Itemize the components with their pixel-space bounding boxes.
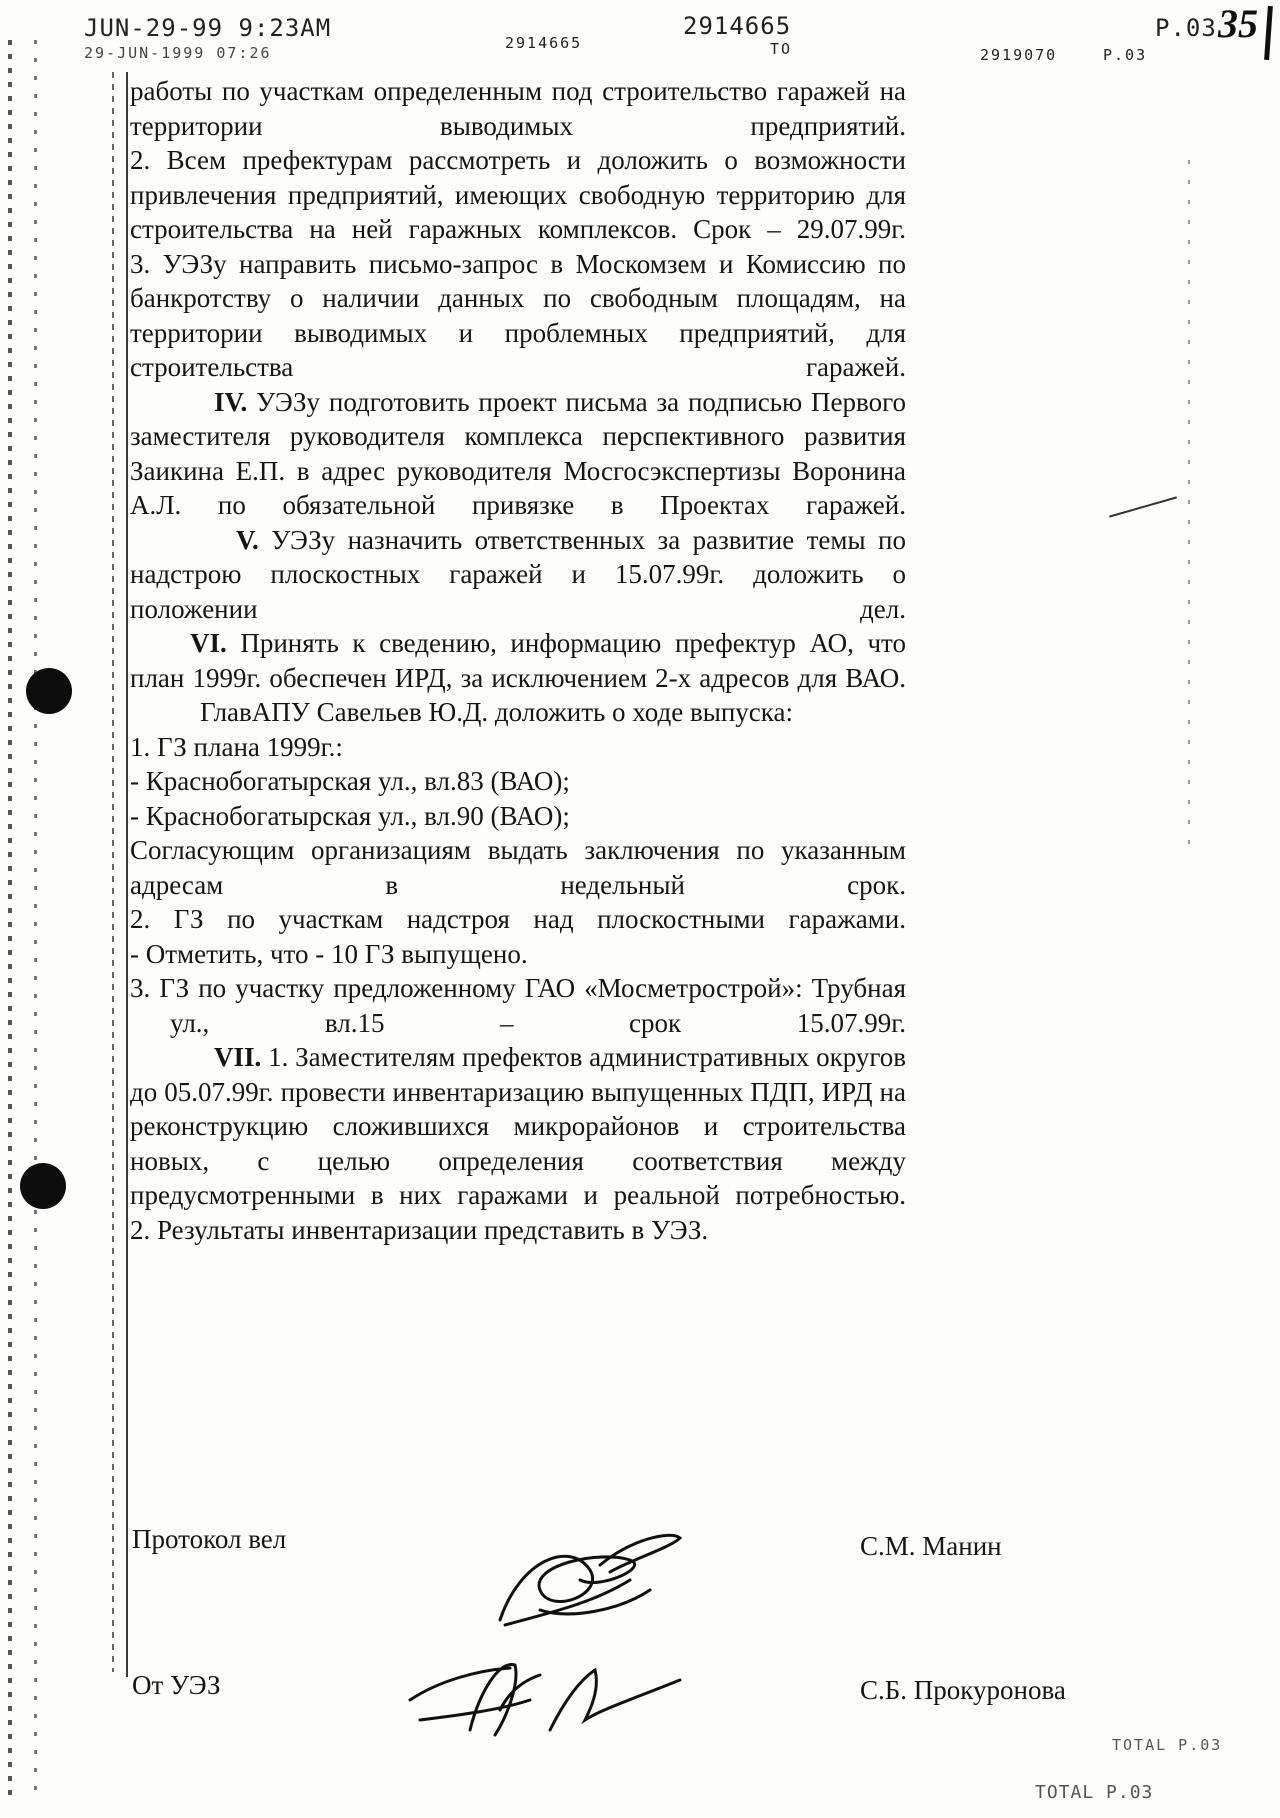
protocol-body (130, 74, 906, 1247)
scan-noise-left-inner (34, 40, 37, 1800)
paragraph-continued: работы по участкам определенным под строительство гаражей на территории выводимых предприятий. (130, 76, 906, 141)
scan-noise-right (1188, 160, 1190, 860)
list-item-1: 1. ГЗ плана 1999г.: (130, 731, 343, 762)
address-item-83: - Краснобогатырская ул., вл.83 (ВАО); (130, 766, 570, 796)
signature-name-manin: С.М. Манин (860, 1531, 1002, 1561)
paragraph-glavapu: ГлавАПУ Савельев Ю.Д. доложить о ходе выпуска: (200, 697, 793, 727)
list-item-2: 2. ГЗ по участкам надстроя над плоскостными гаражами. (130, 904, 906, 934)
fax-total-pages: TOTAL P.03 (1112, 1736, 1223, 1754)
section-vi-number: VI. (190, 628, 227, 658)
punch-hole-bottom (20, 1163, 66, 1209)
paragraph-item-3: 3. УЭЗу направить письмо-запрос в Москомзем и Комиссию по банкротству о наличии данных по свободным площадям, на территории выводимых и проблемных предприятий, для строительства гаражей. (130, 248, 906, 382)
scan-noise-margin (112, 72, 114, 1672)
signature-name-prokuronova: С.Б. Прокуронова (860, 1675, 1066, 1705)
handwritten-page-number: 35 (1218, 1, 1258, 46)
signature-label-uez: От УЭЗ (132, 1670, 221, 1700)
section-vii-text: 1. Заместителям префектов административных округов до 05.07.99г. провести инвентаризацию выпущенных ПДП, ИРД на реконструкцию сложившихся микрорайонов и строительства новых, с целью определения соответствия между предусмотренными в них гаражами и реальной потребностью. (130, 1042, 906, 1210)
section-vi-text: Принять к сведению, информацию префектур АО, что план 1999г. обеспечен ИРД, за исключением 2-х адресов для ВАО. (130, 628, 906, 693)
fax-receiver-number: 2919070 (980, 46, 1058, 64)
section-v (130, 523, 906, 627)
fax-sender-number: 2914665 (505, 34, 583, 52)
fax-timestamp-secondary: 29-JUN-1999 07:26 (84, 44, 272, 62)
fax-page-number: P.03 (1155, 14, 1217, 42)
paragraph-item-2: 2. Всем префектурам рассмотреть и доложить о возможности привлечения предприятий, имеющих свободную территорию для строительства на ней гаражных комплексов. Срок – 29.07.99г. (130, 145, 906, 244)
paragraph-approval: Согласующим организациям выдать заключения по указанным адресам в недельный срок. (130, 835, 906, 900)
fax-receiver-page: P.03 (1103, 46, 1148, 64)
section-iv-text: УЭЗу подготовить проект письма за подписью Первого заместителя руководителя комплекса перспективного развития Заикина Е.П. в адрес руководителя Мосгосэкспертизы Воронина А.Л. по обязательной привязке в Проектах гаражей. (130, 386, 906, 520)
section-vii-number: VII. (214, 1042, 262, 1072)
fax-timestamp: JUN-29-99 9:23AM (84, 14, 332, 42)
section-iv (130, 385, 906, 523)
scan-noise-left (8, 40, 12, 1800)
section-iv-number: IV. (214, 386, 248, 417)
signature-scribble-prokuronova (400, 1640, 690, 1750)
handwritten-bracket (1264, 6, 1273, 60)
fax-sender-number-large: 2914665 (683, 12, 792, 40)
fax-total-pages-secondary: TOTAL P.03 (1035, 1782, 1154, 1803)
list-item-2-note: - Отметить, что - 10 ГЗ выпущено. (130, 938, 528, 969)
section-vi (130, 626, 906, 695)
address-item-90: - Краснобогатырская ул., вл.90 (ВАО); (130, 800, 570, 831)
punch-hole-top (26, 668, 72, 714)
signature-label-recorder: Протокол вел (132, 1524, 287, 1554)
list-item-3: 3. ГЗ по участку предложенному ГАО «Мосметрострой»: Трубная ул., вл.15 – срок 15.07.99г. (130, 973, 906, 1038)
signature-scribble-manin (480, 1520, 690, 1640)
margin-rule (126, 72, 128, 1677)
section-v-number: V. (236, 524, 259, 555)
fax-to-label: TO (770, 40, 793, 58)
section-vii (130, 1040, 906, 1213)
section-v-text: УЭЗу назначить ответственных за развитие темы по надстрою плоскостных гаражей и 15.07.99г. доложить о положении дел. (130, 524, 906, 624)
scan-stroke (1109, 496, 1177, 517)
section-vii-item-2: 2. Результаты инвентаризации представить в УЭЗ. (130, 1214, 709, 1245)
